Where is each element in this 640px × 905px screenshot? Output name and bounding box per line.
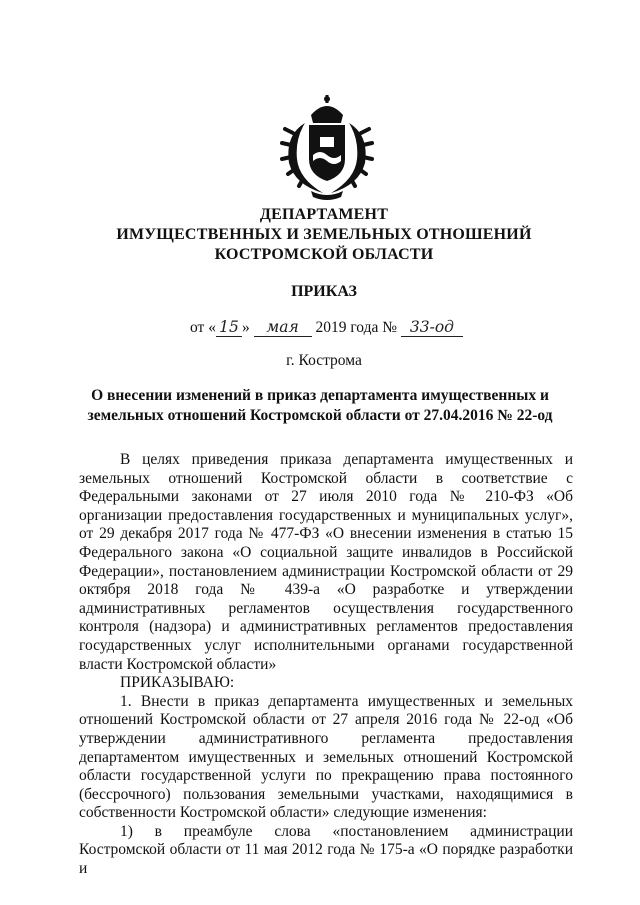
document-type-heading: ПРИКАЗ bbox=[291, 283, 357, 300]
order-word: ПРИКАЗЫВАЮ: bbox=[120, 674, 235, 692]
order-subject: О внесении изменений в приказ департамента имущественных и земельных отношений Костромской области от 27.04.2016 № 22-од bbox=[87, 387, 553, 424]
department-title-line-1: ДЕПАРТАМЕНТ bbox=[259, 206, 389, 223]
body-paragraph-item-1: 1. Внести в приказ департамента имущественных и земельных отношений Костромской области от 27 апреля 2016 года № 22-од «Об утверждении административного регламента предоставления департаментом имущественных и земельных отношений Костромской области государственной услуги по прекращению права постоянного (бессрочного) пользования земельными участками, находящимися в собственности Костромской области» следующие изменения: bbox=[79, 692, 573, 822]
date-line bbox=[190, 318, 490, 337]
handwritten-day: 15 bbox=[216, 318, 242, 337]
coat-of-arms-emblem bbox=[275, 93, 379, 201]
handwritten-order-number: 33-од bbox=[401, 318, 463, 337]
department-title-line-2: ИМУЩЕСТВЕННЫХ И ЗЕМЕЛЬНЫХ ОТНОШЕНИЙ bbox=[116, 226, 532, 243]
document-body bbox=[79, 451, 573, 879]
handwritten-month: мая bbox=[254, 318, 312, 337]
body-paragraph-item-1-1: 1) в преамбуле слова «постановлением администрации Костромской области от 11 мая 2012 года № 175-а «О порядке разработки и bbox=[79, 822, 573, 878]
date-prefix: от « bbox=[190, 319, 216, 336]
date-year-text: 2019 года № bbox=[315, 319, 398, 336]
body-paragraph-intro: В целях приведения приказа департамента имущественных и земельных отношений Костромской области в соответствие с Федеральными законами от 27 июля 2010 года № 210-ФЗ «Об организации предоставления государственных и муниципальных услуг», от 29 декабря 2017 года № 477-ФЗ «О внесении изменения в статью 15 Федерального закона «О социальной защите инвалидов в Российской Федерации», постановлением администрации Костромской области от 29 октября 2018 года № 439-а «О разработке и утверждении административных регламентов осуществления государственного контроля (надзора) и административных регламентов предоставления государственных услуг исполнительными органами государственной власти Костромской области» bbox=[79, 451, 573, 673]
department-title-line-3: КОСТРОМСКОЙ ОБЛАСТИ bbox=[214, 246, 434, 263]
city-line: г. Кострома bbox=[286, 352, 362, 369]
date-mid: » bbox=[241, 319, 250, 336]
